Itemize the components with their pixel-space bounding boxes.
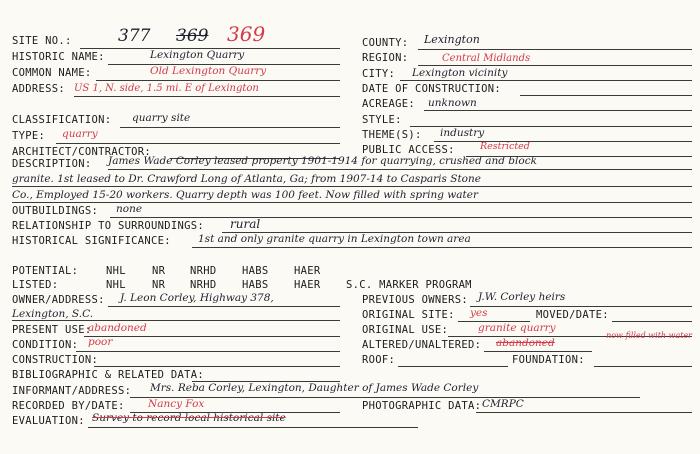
historic-name-value: Lexington Quarry bbox=[150, 49, 245, 61]
county-line bbox=[418, 49, 692, 50]
roof-label: ROOF: bbox=[362, 354, 396, 366]
description-line-2: granite. 1st leased to Dr. Crawford Long of Atlanta, Ga; from 1907-14 to Casparis Stone bbox=[12, 173, 481, 185]
condition-rule bbox=[76, 351, 340, 352]
potential-habs: HABS bbox=[242, 265, 269, 277]
potential-haer: HAER bbox=[294, 265, 321, 277]
county-label: COUNTY: bbox=[362, 37, 409, 49]
type-value: quarry bbox=[62, 128, 98, 140]
date-of-construction-label: DATE OF CONSTRUCTION: bbox=[362, 83, 502, 95]
owner-line-2: Lexington, S.C. bbox=[12, 308, 94, 320]
classification-label: CLASSIFICATION: bbox=[12, 114, 112, 126]
classification-line bbox=[120, 127, 340, 128]
historical-significance-rule bbox=[192, 247, 692, 248]
common-name-line bbox=[96, 80, 340, 81]
present-use-label: PRESENT USE: bbox=[12, 324, 92, 336]
owner-rule-2 bbox=[12, 320, 340, 321]
site-no-new: 369 bbox=[227, 22, 266, 46]
themes-label: THEME(S): bbox=[362, 129, 422, 141]
listed-nrhd: NRHD bbox=[190, 279, 217, 291]
evaluation-value: Survey to record local historical site bbox=[92, 412, 286, 424]
potential-nhl: NHL bbox=[106, 265, 126, 277]
altered-value: abandoned bbox=[496, 337, 555, 349]
relationship-value: rural bbox=[230, 217, 261, 231]
acreage-value: unknown bbox=[428, 97, 477, 109]
previous-owners-rule bbox=[470, 306, 692, 307]
site-no-label: SITE NO.: bbox=[12, 35, 72, 47]
region-value: Central Midlands bbox=[442, 53, 531, 64]
type-label: TYPE: bbox=[12, 130, 46, 142]
relationship-label: RELATIONSHIP TO SURROUNDINGS: bbox=[12, 220, 205, 232]
altered-rule bbox=[484, 351, 592, 352]
owner-rule bbox=[108, 306, 340, 307]
themes-value: industry bbox=[440, 127, 485, 139]
style-label: STYLE: bbox=[362, 114, 402, 126]
description-label: DESCRIPTION: bbox=[12, 158, 92, 170]
outbuildings-label: OUTBUILDINGS: bbox=[12, 205, 99, 217]
foundation-rule bbox=[594, 366, 692, 367]
outbuildings-value: none bbox=[116, 203, 143, 215]
classification-value: quarry site bbox=[132, 112, 191, 124]
owner-address-label: OWNER/ADDRESS: bbox=[12, 294, 105, 306]
informant-label: INFORMANT/ADDRESS: bbox=[12, 385, 132, 397]
date-line bbox=[520, 95, 692, 96]
site-no-old: 377 bbox=[118, 26, 151, 46]
address-line bbox=[74, 96, 340, 97]
city-label: CITY: bbox=[362, 68, 396, 80]
moved-date-rule bbox=[612, 321, 692, 322]
original-use-label: ORIGINAL USE: bbox=[362, 324, 449, 336]
description-line-1-rule bbox=[108, 169, 692, 170]
address-value: US 1, N. side, 1.5 mi. E of Lexington bbox=[74, 83, 259, 94]
evaluation-label: EVALUATION: bbox=[12, 415, 85, 427]
architect-label: ARCHITECT/CONTRACTOR: bbox=[12, 146, 152, 158]
previous-owners-value: J.W. Corley heirs bbox=[478, 291, 566, 303]
listed-label: LISTED: bbox=[12, 279, 59, 291]
present-use-value: abandoned bbox=[88, 322, 147, 334]
acreage-line bbox=[424, 110, 692, 111]
public-access-line bbox=[466, 156, 692, 157]
listed-nhl: NHL bbox=[106, 279, 126, 291]
recorded-by-value: Nancy Fox bbox=[148, 398, 205, 410]
city-line bbox=[400, 80, 692, 81]
region-label: REGION: bbox=[362, 52, 409, 64]
description-line-3-rule bbox=[12, 202, 692, 203]
listed-habs: HABS bbox=[242, 279, 269, 291]
present-use-rule bbox=[84, 336, 340, 337]
altered-note: now filled with water bbox=[606, 331, 692, 340]
photographic-rule bbox=[476, 412, 692, 413]
public-access-value: Restricted bbox=[480, 141, 530, 152]
historical-significance-label: HISTORICAL SIGNIFICANCE: bbox=[12, 235, 171, 247]
county-value: Lexington bbox=[424, 33, 480, 46]
site-no-struck: 369 bbox=[176, 26, 209, 46]
previous-owners-label: PREVIOUS OWNERS: bbox=[362, 294, 468, 306]
region-line bbox=[418, 65, 692, 66]
marker-program: S.C. MARKER PROGRAM bbox=[346, 279, 472, 291]
construction-label: CONSTRUCTION: bbox=[12, 354, 99, 366]
condition-label: CONDITION: bbox=[12, 339, 79, 351]
condition-value: poor bbox=[88, 336, 113, 348]
address-label: ADDRESS: bbox=[12, 83, 65, 95]
photographic-value: CMRPC bbox=[482, 398, 524, 410]
common-name-value: Old Lexington Quarry bbox=[150, 65, 267, 77]
description-line-2-rule bbox=[12, 186, 692, 187]
original-site-label: ORIGINAL SITE: bbox=[362, 309, 455, 321]
recorded-by-label: RECORDED BY/DATE: bbox=[12, 400, 125, 412]
roof-rule bbox=[398, 366, 508, 367]
description-line-3: Co., Employed 15-20 workers. Quarry depth was 100 feet. Now filled with spring water bbox=[12, 189, 478, 201]
potential-label: POTENTIAL: bbox=[12, 265, 79, 277]
potential-nr: NR bbox=[152, 265, 166, 277]
original-site-value: yes bbox=[470, 307, 488, 319]
listed-nr: NR bbox=[152, 279, 166, 291]
outbuildings-rule bbox=[110, 217, 692, 218]
historical-significance-value: 1st and only granite quarry in Lexington town area bbox=[198, 233, 471, 245]
city-value: Lexington vicinity bbox=[412, 67, 508, 79]
themes-line bbox=[434, 141, 692, 142]
altered-label: ALTERED/UNALTERED: bbox=[362, 339, 482, 351]
listed-haer: HAER bbox=[294, 279, 321, 291]
original-use-value: granite quarry bbox=[478, 322, 556, 334]
moved-date-label: MOVED/DATE: bbox=[536, 309, 609, 321]
common-name-label: COMMON NAME: bbox=[12, 67, 92, 79]
historic-name-label: HISTORIC NAME: bbox=[12, 51, 105, 63]
informant-rule bbox=[130, 397, 640, 398]
description-line-1: James Wade Corley leased property 1901-1914 for quarrying, crushed and block bbox=[108, 155, 537, 167]
type-line bbox=[56, 143, 340, 144]
potential-nrhd: NRHD bbox=[190, 265, 217, 277]
informant-value: Mrs. Reba Corley, Lexington, Daughter of James Wade Corley bbox=[150, 382, 479, 394]
foundation-label: FOUNDATION: bbox=[512, 354, 585, 366]
construction-rule bbox=[94, 366, 340, 367]
acreage-label: ACREAGE: bbox=[362, 98, 415, 110]
public-access-label: PUBLIC ACCESS: bbox=[362, 144, 455, 156]
evaluation-rule bbox=[88, 427, 418, 428]
owner-line-1: J. Leon Corley, Highway 378, bbox=[120, 292, 274, 304]
photographic-label: PHOTOGRAPHIC DATA: bbox=[362, 400, 482, 412]
bibliographic-label: BIBLIOGRAPHIC & RELATED DATA: bbox=[12, 369, 205, 381]
